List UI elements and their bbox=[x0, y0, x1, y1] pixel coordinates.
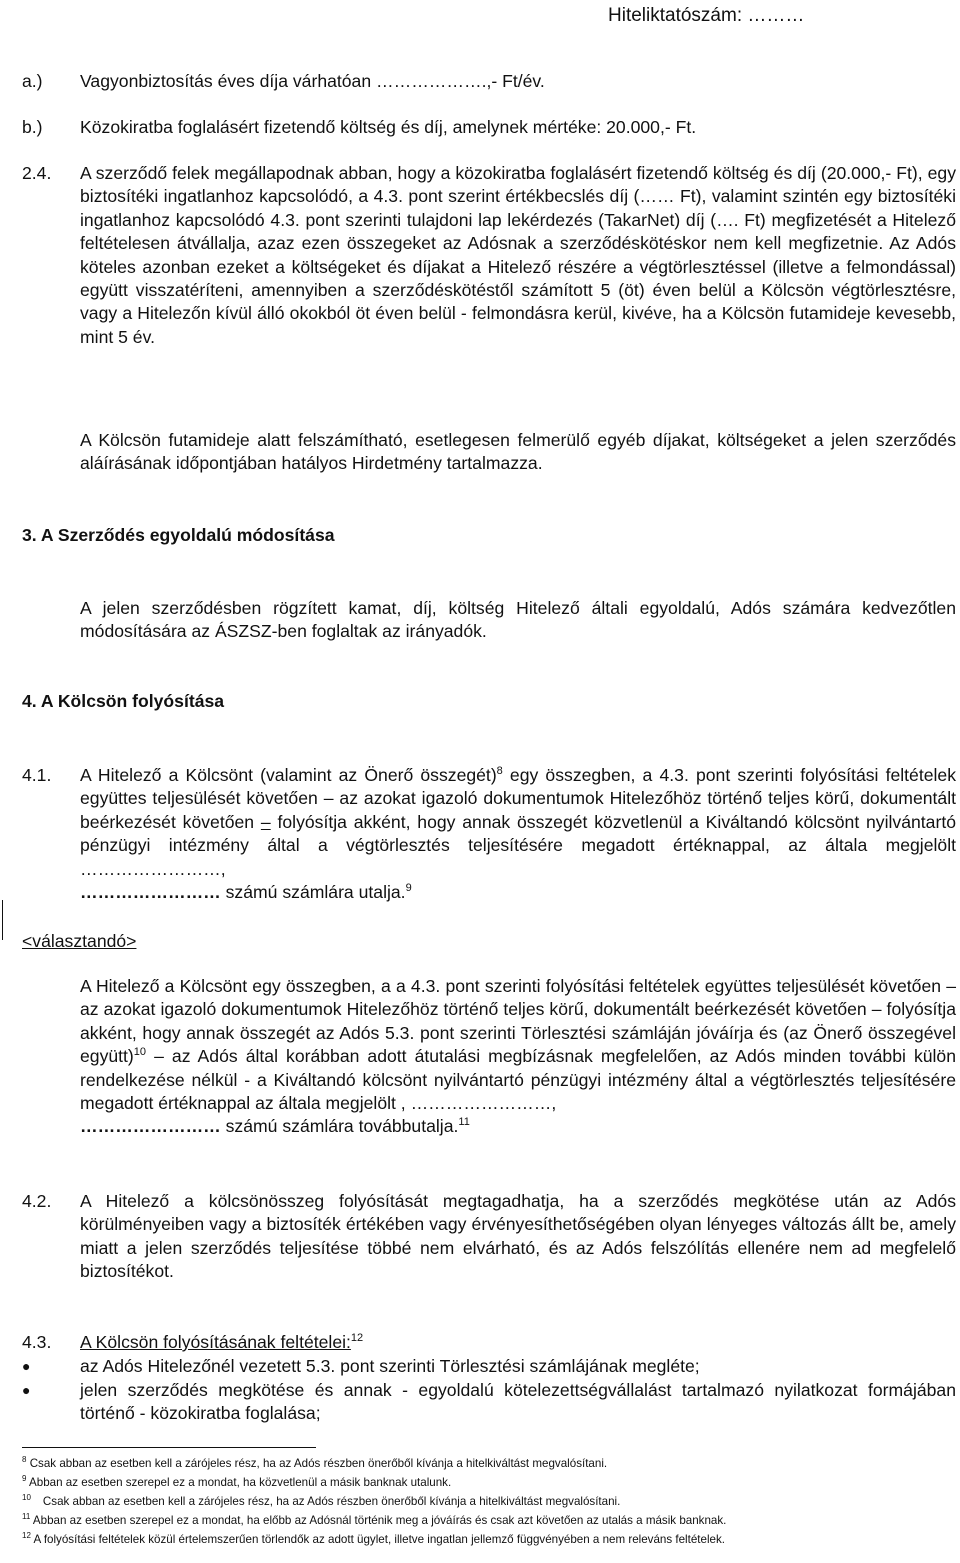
list-label-a: a.) bbox=[22, 71, 43, 91]
section-number-4-1: 4.1. bbox=[22, 765, 52, 785]
change-bar bbox=[2, 900, 3, 940]
section-4-1-part-2: egy összegben, a 4.3. pont szerinti folyósítási feltételek együttes teljesülését követően – az azokat igazoló dokumentumok Hitelezőhöz történő teljes körű, dokumentált beérkezését követően bbox=[80, 765, 956, 832]
alternative-part-3: számú számlára továbbutalja. bbox=[220, 1116, 459, 1137]
account-placeholder-2: …………………… bbox=[80, 1116, 221, 1137]
section-4-3-title-text: A Kölcsön folyósításának feltételei: bbox=[80, 1332, 351, 1352]
section-4-1-part-4: számú számlára utalja. bbox=[220, 882, 406, 903]
footnote-ref-10: 10 bbox=[133, 1046, 147, 1059]
section-3-text: A jelen szerződésben rögzített kamat, díj, költség Hitelező általi egyoldalú, Adós számára kedvezőtlen módosítására az ÁSZSZ-ben foglaltak az irányadók. bbox=[80, 598, 956, 642]
footnote-separator bbox=[22, 1447, 316, 1448]
section-number-4-2: 4.2. bbox=[22, 1191, 52, 1211]
footnote-ref-12: 12 bbox=[350, 1332, 364, 1345]
section-4-3-title bbox=[80, 1331, 363, 1354]
condition-item-1: az Adós Hitelezőnél vezetett 5.3. pont szerinti Törlesztési számlájának megléte; bbox=[80, 1356, 700, 1376]
footnote-text: Abban az esetben szerepel ez a mondat, ha előbb az Adósnál történik meg a jóváírás és csak azt követően az utalás a másik banknak. bbox=[32, 1514, 727, 1527]
footnote-ref-8: 8 bbox=[496, 765, 503, 778]
underlined-dash: – bbox=[260, 811, 271, 832]
section-3-heading: 3. A Szerződés egyoldalú módosítása bbox=[22, 525, 335, 545]
account-placeholder: …………………… bbox=[80, 882, 221, 903]
section-4-heading: 4. A Kölcsön folyósítása bbox=[22, 691, 225, 711]
document-header: Hiteliktatószám: ……… bbox=[608, 5, 805, 26]
section-4-1-part-3: folyósítja akként, hogy annak összegét közvetlenül a Kiváltandó kölcsönt nyilvántartó pénzügyi intézmény által a végtörlesztés teljesítésére megadott értéknappal, az általa megjelölt ……………………, bbox=[80, 811, 956, 879]
list-label-b: b.) bbox=[22, 117, 43, 137]
condition-item-2: jelen szerződés megkötése és annak - egyoldalú kötelezettségvállalást tartalmazó nyilatkozat formájában történő - közokiratba foglalása; bbox=[80, 1380, 956, 1424]
footnote-11 bbox=[22, 1514, 726, 1528]
choose-option-label: <választandó> bbox=[22, 931, 137, 951]
footnote-text: A folyósítási feltételek közül értelemszerűen törlendők az adott ügylet, illetve ingatlan jellemző függvényében a nem releváns feltételek. bbox=[33, 1533, 726, 1546]
section-number-4-3: 4.3. bbox=[22, 1332, 52, 1352]
list-item-b: Közokiratba foglalásért fizetendő költség és díj, amelynek mértéke: 20.000,- Ft. bbox=[80, 117, 697, 137]
footnote-ref-11: 11 bbox=[458, 1116, 470, 1129]
section-4-1-part-1: A Hitelező a Kölcsönt (valamint az Önerő összegét) bbox=[80, 765, 497, 785]
footnote-number: 9 bbox=[22, 1474, 27, 1484]
footnote-text: Csak abban az esetben kell a zárójeles rész, ha az Adós részben önerőből kívánja a hitelkiváltást megvalósítani. bbox=[29, 1457, 608, 1470]
section-4-2-text: A Hitelező a kölcsönösszeg folyósítását megtagadhatja, ha a szerződés megkötése után az Adós körülményeiben vagy a biztosíték értékében vagy érvényesíthetőségében olyan lényeges változás állt be, amely miatt a jelen szerződés teljesítése többé nem elvárható, és az Adós felszólítás ellenére nem ad megfelelő biztosítékot. bbox=[80, 1191, 956, 1282]
alternative-part-1: A Hitelező a Kölcsönt egy összegben, a a 4.3. pont szerinti folyósítási feltételek együttes teljesülését követően – az azokat igazoló dokumentumok Hitelezőhöz történő teljes körű, dokumentált beérkezését követően – folyósítja akként, hogy annak összegét az Adós 5.3. pont szerinti Törlesztési számláján jóváírja és (az Önerő összegével együtt) bbox=[80, 976, 956, 1067]
footnote-12 bbox=[22, 1533, 725, 1547]
footnote-number: 10 bbox=[22, 1493, 31, 1503]
footnote-number: 12 bbox=[22, 1531, 31, 1541]
footnote-text: Csak abban az esetben kell a zárójeles rész, ha az Adós részben önerőből kívánja a hitelkiváltást megvalósítani. bbox=[42, 1495, 621, 1508]
list-item-a: Vagyonbiztosítás éves díja várhatóan ……………….,- Ft/év. bbox=[80, 71, 545, 91]
section-4-1-text bbox=[80, 764, 956, 904]
alternative-part-2: – az Adós által korábban adott átutalási megbízásnak megfelelően, az Adós minden további külön rendelkezése nélkül - a Kiváltandó kölcsönt nyilvántartó pénzügyi intézmény által a végtörlesztés teljesítésére megadott értéknappal az általa megjelölt , ……………………, bbox=[80, 1046, 956, 1114]
bullet-icon: ● bbox=[22, 1382, 31, 1398]
section-2-4-text-2: A Kölcsön futamideje alatt felszámítható, esetlegesen felmerülő egyéb díjakat, költségeket a jelen szerződés aláírásának időpontjában hatályos Hirdetmény tartalmazza. bbox=[80, 430, 956, 474]
section-2-4-text: A szerződő felek megállapodnak abban, hogy a közokiratba foglalásért fizetendő költség és díj (20.000,- Ft), egy biztosítéki ingatlanhoz kapcsolódó, a 4.3. pont szerint értékbecslés díj (…… Ft), valamint szintén egy biztosítéki ingatlanhoz kapcsolódó 4.3. pont szerinti tulajdoni lap lekérdezés (TakarNet) díj (…. Ft) megfizetését a Hitelező feltételesen átvállalja, azaz ezen összegeket az Adósnak a szerződéskötéskor nem kell megfizetnie. Az Adós köteles azonban ezeket a költségeket és díjakat a Hitelező részére a végtörlesztéssel (illetve a felmondással) együtt visszatéríteni, amennyiben a szerződéskötéstől számított 5 (öt) éven belül a Kölcsön végtörlesztésre, vagy a Hitelezőn kívül álló okokból öt éven belül - felmondásra kerül, kivéve, ha a Kölcsön futamideje kevesebb, mint 5 év. bbox=[80, 163, 956, 347]
footnote-text: Abban az esetben szerepel ez a mondat, ha közvetlenül a másik banknak utalunk. bbox=[29, 1476, 452, 1489]
footnote-10 bbox=[22, 1495, 620, 1509]
footnote-8 bbox=[22, 1457, 607, 1471]
bullet-icon: ● bbox=[22, 1358, 31, 1374]
section-number-2-4: 2.4. bbox=[22, 163, 52, 183]
footnote-number: 11 bbox=[22, 1512, 31, 1522]
footnote-ref-9: 9 bbox=[405, 882, 412, 895]
footnote-9 bbox=[22, 1476, 451, 1490]
section-4-1-alternative-text bbox=[80, 975, 956, 1139]
footnote-number: 8 bbox=[22, 1455, 27, 1465]
